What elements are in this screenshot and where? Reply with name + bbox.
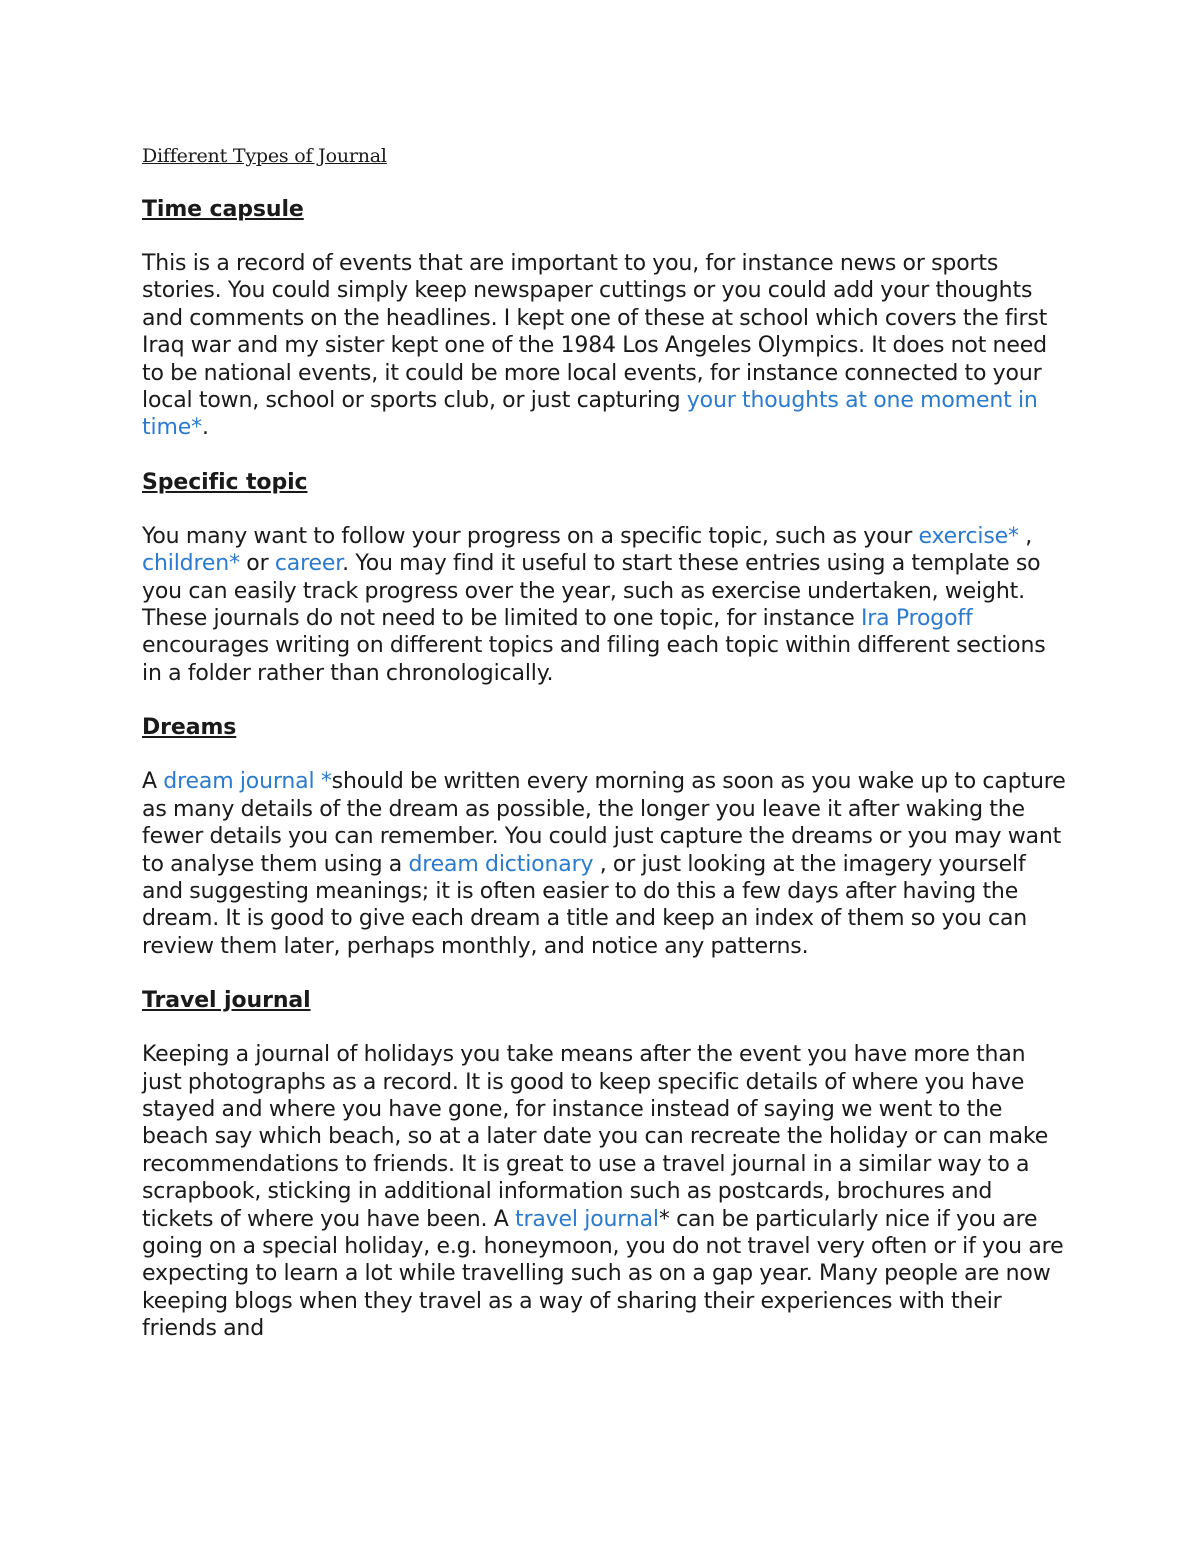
link-career[interactable]: career [274, 551, 343, 577]
section-heading: Time capsule [142, 197, 304, 222]
paragraph-text: or [239, 551, 275, 577]
link-travel-journal[interactable]: travel journal [514, 1206, 659, 1232]
section-dreams [142, 714, 1067, 960]
paragraph-text: . You may find it useful to start these entries using a template so you can easily track progress over the year, such as exercise undertaken, weight. These journals do not need to be limited to one topic, for instance [142, 551, 1041, 632]
paragraph-text: encourages writing on different topics and filing each topic within different sections in a folder rather than chronologically. [142, 633, 1046, 686]
paragraph-text: should be written every morning as soon as you wake up to capture as many details of the dream as possible, the longer you leave it after waking the fewer details you can remember. You could just capture the dreams or you may want to analyse them using a [142, 769, 1066, 877]
section-heading: Travel journal [142, 988, 311, 1014]
section-heading: Dreams [142, 715, 237, 741]
section-paragraph [142, 523, 1067, 687]
paragraph-text: You many want to follow your progress on a specific topic, such as your [142, 523, 919, 549]
section-paragraph [142, 768, 1067, 960]
section-paragraph [142, 250, 1067, 442]
link-exercise[interactable]: exercise* [918, 523, 1019, 549]
paragraph-text: This is a record of events that are important to you, for instance news or sports stories. You could simply keep newspaper cuttings or you could add your thoughts and comments on the headlines. I kept one of these at school which covers the first Iraq war and my sister kept one of the 1984 Los Angeles Olympics. It does not need to be national events, it could be more local events, for instance connected to your local town, school or sports club, or just capturing [142, 251, 1048, 414]
paragraph-text: , or just looking at the imagery yourself and suggesting meanings; it is often easier to do this a few days after having the dream. It is good to give each dream a title and keep an index of them so you can review them later, perhaps monthly, and notice any patterns. [142, 851, 1028, 959]
paragraph-text: , [1018, 523, 1033, 549]
document-page [142, 140, 1067, 1370]
paragraph-text: * can be particularly nice if you are going on a special holiday, e.g. honeymoon, you do not travel very often or if you are expecting to learn a lot while travelling such as on a gap year. Many people are now keeping blogs when they travel as a way of sharing their experiences with their friends and [142, 1206, 1064, 1342]
section-paragraph [142, 1041, 1067, 1342]
paragraph-text: . [201, 415, 209, 441]
link-dream-journal[interactable]: dream journal * [163, 769, 332, 795]
section-time-capsule [142, 196, 1067, 442]
link-thoughts-moment-in-time[interactable]: your thoughts at one moment in time* [142, 388, 1038, 441]
section-specific-topic [142, 469, 1067, 687]
link-ira-progoff[interactable]: Ira Progoff [860, 606, 973, 632]
paragraph-text: Keeping a journal of holidays you take means after the event you have more than just photographs as a record. It is good to keep specific details of where you have stayed and where you have gone, for instance instead of saying we went to the beach say which beach, so at a later date you can recreate the holiday or can make recommendations to friends. It is great to use a travel journal in a similar way to a scrapbook, sticking in additional information such as postcards, brochures and tickets of where you have been. A [142, 1042, 1049, 1232]
link-children[interactable]: children* [142, 551, 240, 577]
link-dream-dictionary[interactable]: dream dictionary [408, 851, 594, 877]
document-title: Different Types of Journal [142, 145, 387, 167]
section-travel-journal [142, 987, 1067, 1342]
section-heading: Specific topic [142, 469, 308, 495]
paragraph-text: A [142, 769, 164, 795]
